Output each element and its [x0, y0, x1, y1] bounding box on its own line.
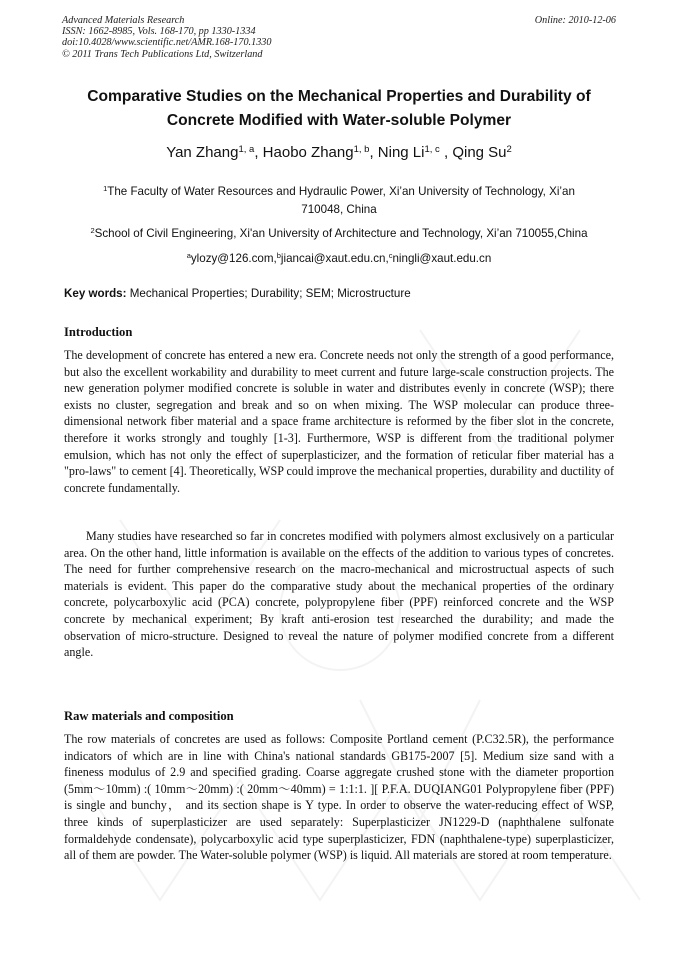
intro-paragraph-1: The development of concrete has entered a new era. Concrete needs not only the strength of a good performance, but also the excellent workability and durability to meet current and future large-scale construction projects. The new generation polymer modified concrete is soluble in water and distributes evenly in concrete (WSP); there exists no cluster, segregation and break and so on when mixing. The WSP molecular can produce three-dimensional network fiber material and a space frame architecture is reformed by the fiber slot in the concrete, therefore it works strongly and toughly [1-3]. Furthermore, WSP is different from the traditional polymer emulsion, which has not only the effect of superplasticizer, and the formation of reticular fiber material has a "pro-laws" to cement [4]. Theoretically, WSP could improve the mechanical properties, durability and ductility of concrete fundamentally.	[64, 348, 614, 495]
affiliation-2	[40, 222, 638, 243]
author-name: Haobo Zhang	[262, 144, 354, 161]
affiliation-1	[40, 180, 638, 219]
copyright-line: © 2011 Trans Tech Publications Ltd, Switzerland	[62, 48, 263, 60]
aff-text: School of Civil Engineering, Xi'an University of Architecture and Technology, Xi’an 710055,China	[94, 227, 588, 240]
intro-paragraph-2: Many studies have researched so far in concretes modified with polymers almost exclusively on a particular area. On the other hand, little information is available on the effects of the addition to various types of concretes. The need for further comprehensive research on the macro-mechanical and microstructual aspects of such materials is evident. This paper do the comparative study about the mechanical properties of the ordinary concrete, polycarboxylic acid (PCA) concrete, polypropylene fiber (PPF) reinforced concrete and the WSP concrete by mechanical experiment; By kraft anti-erosion test researched the durability; and made the observation of micro-structure. Designed to reveal the nature of polymer modified concrete from a different angle.	[64, 529, 614, 660]
title-line-2: Concrete Modified with Water-soluble Polymer	[166, 112, 512, 129]
aff-sup: 1	[103, 184, 108, 193]
keywords-label: Key words:	[64, 287, 127, 300]
keywords-text: Mechanical Properties; Durability; SEM; Microstructure	[126, 287, 411, 300]
online-date: Online: 2010-12-06	[534, 15, 616, 26]
raw-materials-paragraph: The row materials of concretes are used as follows: Composite Portland cement (P.C32.5R), the performance indicators of which are in line with China's national standards GB175-2007 [5]. Medium size sand with a fineness modulus of 2.9 and specified grading. Coarse aggregate crushed stone with the diameter proportion (5mm～10mm) :( 10mm～20mm) :( 20mm～40mm) = 1:1:1. ][ P.F.A. DUQIANG01 Polypropylene fiber (PPF) is single and bunchy， and its section shape is Y type. In order to observe the water-reducing effect of WSP, three kinds of superplasticizer are used separately: Superplasticizer JN1229-D (naphthalene sulfonate formaldehyde condensate), polycarboxylic acid type superplasticizer, FDN (naphthalene-type) superplasticizer, all of them are powder. The Water-soluble polymer (WSP) is liquid. All materials are stored at room temperature.	[64, 732, 614, 863]
keywords	[64, 287, 411, 300]
email-sup: c	[388, 251, 393, 260]
author-name: Ning Li	[377, 144, 425, 161]
author-list: Yan Zhang$^{1, a}$, Haobo Zhang$^{1, b}$, Ning Li$^{1, c}$ , Qing Su$^2$	[166, 144, 512, 161]
author-name: Yan Zhang	[166, 144, 239, 161]
author-sup: 1, c	[424, 144, 440, 155]
email-sup: a	[186, 251, 191, 260]
email-line	[40, 247, 638, 268]
author-name: Qing Su	[452, 144, 507, 161]
author-sup: 2	[506, 144, 512, 155]
email-b: jiancai@xaut.edu.cn,	[280, 252, 389, 265]
author-sup: 1, b	[353, 144, 370, 155]
author-sup: 1, a	[238, 144, 255, 155]
email-c: ningli@xaut.edu.cn	[392, 252, 492, 265]
aff-text: The Faculty of Water Resources and Hydraulic Power, Xi’an University of Technology, Xi’an	[107, 185, 575, 198]
section-heading-introduction: Introduction	[64, 325, 133, 339]
email-a: ylozy@126.com,	[190, 252, 277, 265]
issn-line: ISSN: 1662-8985, Vols. 168-170, pp 1330-1334	[62, 26, 256, 38]
doi-line: doi:10.4028/www.scientific.net/AMR.168-170.1330	[62, 37, 272, 49]
paper-title	[40, 85, 638, 133]
section-heading-raw-materials: Raw materials and composition	[64, 709, 234, 723]
journal-name: Advanced Materials Research	[62, 15, 185, 26]
email-sup: b	[276, 251, 281, 260]
journal-header	[62, 15, 271, 60]
aff-sup: 2	[90, 226, 95, 235]
aff-text: 710048, China	[301, 203, 377, 216]
title-line-1: Comparative Studies on the Mechanical Properties and Durability of	[87, 88, 591, 105]
